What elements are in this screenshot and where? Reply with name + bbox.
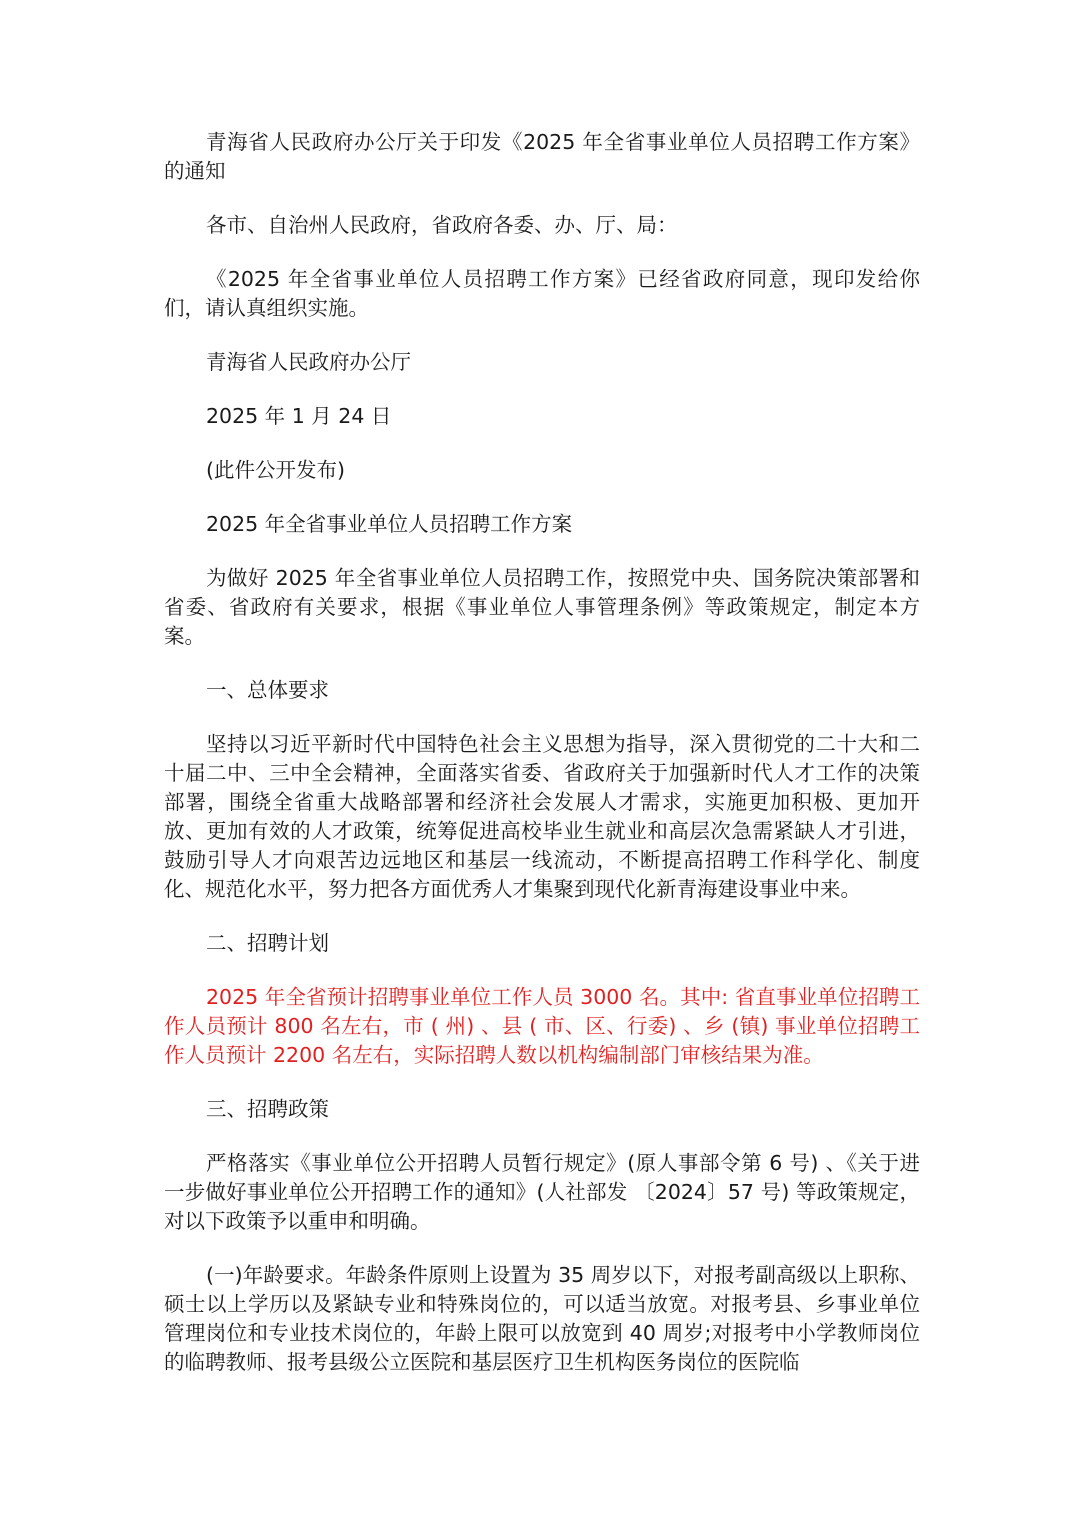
document-page [164, 128, 920, 1402]
section-body-age: (一)年龄要求。年龄条件原则上设置为 35 周岁以下，对报考副高级以上职称、硕士以上学历以及紧缺专业和特殊岗位的，可以适当放宽。对报考县、乡事业单位管理岗位和专业技术岗位的，年龄上限可以放宽到 40 周岁;对报考中小学教师岗位的临聘教师、报考县级公立医院和基层医疗卫生机构医务岗位的医院临 [164, 1263, 920, 1374]
section-body-policy: 严格落实《事业单位公开招聘人员暂行规定》(原人事部令第 6 号) 、《关于进一步做好事业单位公开招聘工作的通知》(人社部发 〔2024〕57 号) 等政策规定，对以下政策予以重申和明确。 [164, 1151, 920, 1233]
section-body-plan-highlight: 2025 年全省预计招聘事业单位工作人员 3000 名。其中: 省直事业单位招聘工作人员预计 800 名左右，市 ( 州) 、县 ( 市、区、行委) 、乡 (镇) 事业单位招聘工作人员预计 2200 名左右，实际招聘人数以机构编制部门审核结果为准。 [164, 985, 920, 1067]
notice-title: 青海省人民政府办公厅关于印发《2025 年全省事业单位人员招聘工作方案》的通知 [164, 130, 920, 183]
plan-intro: 为做好 2025 年全省事业单位人员招聘工作，按照党中央、国务院决策部署和省委、省政府有关要求，根据《事业单位人事管理条例》等政策规定，制定本方案。 [164, 566, 920, 648]
issue-date: 2025 年 1 月 24 日 [206, 404, 392, 428]
issuer: 青海省人民政府办公厅 [206, 350, 411, 374]
notice-body: 《2025 年全省事业单位人员招聘工作方案》已经省政府同意，现印发给你们，请认真组织实施。 [164, 267, 920, 320]
plan-title: 2025 年全省事业单位人员招聘工作方案 [206, 512, 573, 536]
section-heading-policy: 三、招聘政策 [206, 1097, 329, 1121]
salutation: 各市、自治州人民政府，省政府各委、办、厅、局： [206, 213, 678, 237]
section-heading-general: 一、总体要求 [206, 678, 329, 702]
publication-note: (此件公开发布) [206, 458, 345, 482]
section-body-general: 坚持以习近平新时代中国特色社会主义思想为指导，深入贯彻党的二十大和二十届二中、三中全会精神，全面落实省委、省政府关于加强新时代人才工作的决策部署，围绕全省重大战略部署和经济社会发展人才需求，实施更加积极、更加开放、更加有效的人才政策，统筹促进高校毕业生就业和高层次急需紧缺人才引进，鼓励引导人才向艰苦边远地区和基层一线流动，不断提高招聘工作科学化、制度化、规范化水平，努力把各方面优秀人才集聚到现代化新青海建设事业中来。 [164, 732, 920, 901]
section-heading-plan: 二、招聘计划 [206, 931, 329, 955]
